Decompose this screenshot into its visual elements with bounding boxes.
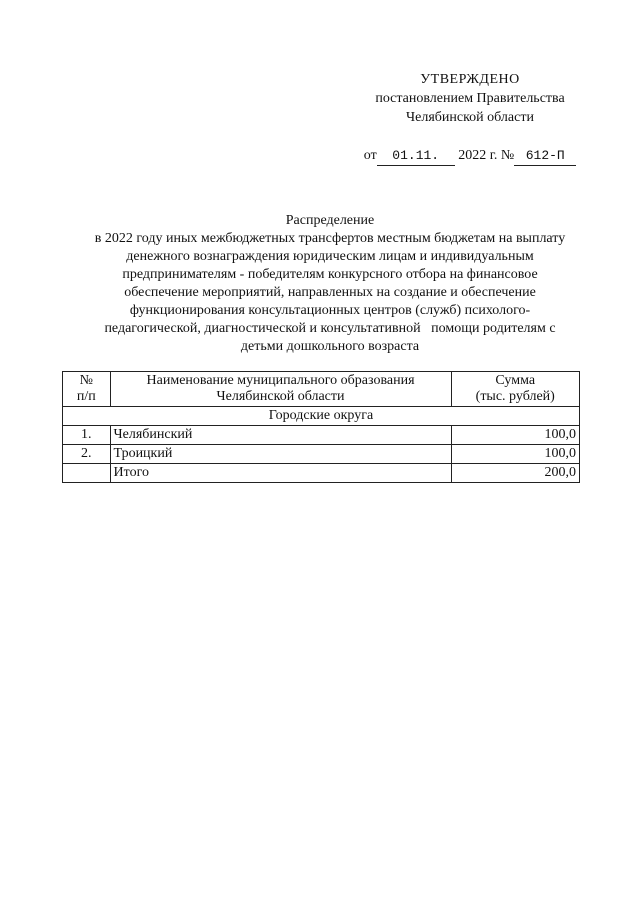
number-prefix: № xyxy=(500,148,515,163)
row-name: Челябинский xyxy=(110,426,451,445)
total-sum: 200,0 xyxy=(451,464,580,483)
row-number: 2. xyxy=(63,445,111,464)
approval-heading: УТВЕРЖДЕНО xyxy=(420,72,520,87)
header-name xyxy=(110,372,451,407)
title-line: денежного вознаграждения юридическим лицам и индивидуальным xyxy=(126,249,534,264)
table-row xyxy=(63,445,580,464)
row-sum: 100,0 xyxy=(451,426,580,445)
total-row xyxy=(63,464,580,483)
header-number-line-2: п/п xyxy=(76,389,96,404)
date-value: 01.11. xyxy=(377,146,455,166)
approval-line-1: постановлением Правительства xyxy=(375,91,565,106)
total-label: Итого xyxy=(110,464,451,483)
header-name-line-1: Наименование муниципального образования xyxy=(146,373,415,388)
distribution-table xyxy=(62,371,580,483)
header-number xyxy=(63,372,111,407)
approval-date-line xyxy=(350,146,590,166)
year-text: 2022 г. xyxy=(458,148,498,163)
title-line: педагогической, диагностической и консультативной помощи родителям с xyxy=(104,321,556,336)
title-line: функционирования консультационных центров (служб) психолого- xyxy=(129,303,531,318)
date-prefix: от xyxy=(363,148,377,163)
title-line: в 2022 году иных межбюджетных трансфертов местным бюджетам на выплату xyxy=(94,231,566,246)
row-sum: 100,0 xyxy=(451,445,580,464)
header-sum-line-1: Сумма xyxy=(495,373,536,388)
total-number xyxy=(63,464,111,483)
title-line: обеспечение мероприятий, направленных на создание и обеспечение xyxy=(124,285,536,300)
header-sum xyxy=(451,372,580,407)
row-number: 1. xyxy=(63,426,111,445)
header-sum-line-2: (тыс. рублей) xyxy=(475,389,555,404)
document-title xyxy=(60,212,600,356)
title-line: Распределение xyxy=(285,213,375,228)
row-name: Троицкий xyxy=(110,445,451,464)
title-line: детьми дошкольного возраста xyxy=(240,339,420,354)
approval-line-2: Челябинской области xyxy=(406,110,534,125)
number-value: 612-П xyxy=(514,146,576,166)
header-name-line-2: Челябинской области xyxy=(216,389,345,404)
header-number-line-1: № xyxy=(79,373,93,388)
group-row xyxy=(63,407,580,426)
group-label: Городские округа xyxy=(63,407,580,426)
table-header-row xyxy=(63,372,580,407)
table-row xyxy=(63,426,580,445)
title-line: предпринимателям - победителям конкурсного отбора на финансовое xyxy=(122,267,538,282)
approval-block xyxy=(350,70,590,166)
